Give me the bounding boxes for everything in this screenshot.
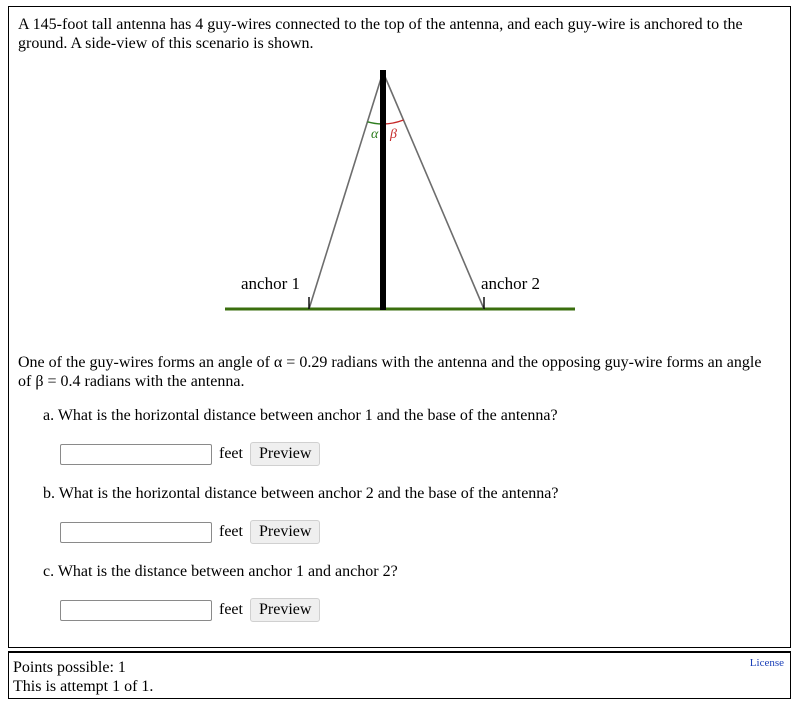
license-link[interactable]: License — [749, 657, 784, 669]
part-b-label: b. What is the horizontal distance between anchor 2 and the base of the antenna? — [43, 485, 559, 502]
guy-wire-2 — [383, 72, 484, 309]
part-a-input[interactable] — [60, 444, 212, 465]
alpha-label: α — [371, 127, 379, 142]
part-b-input[interactable] — [60, 522, 212, 543]
part-c-input[interactable] — [60, 600, 212, 621]
attempt-info: This is attempt 1 of 1. — [13, 678, 154, 695]
part-a-preview-button[interactable]: Preview — [250, 442, 320, 466]
statement-line-1: One of the guy-wires forms an angle of α = 0.29 radians with the antenna and the opposing guy-wire forms an angle — [18, 354, 762, 371]
part-c-label: c. What is the distance between anchor 1 and anchor 2? — [43, 563, 398, 580]
anchor-2-label: anchor 2 — [481, 274, 541, 293]
part-c-preview-button[interactable]: Preview — [250, 598, 320, 622]
part-c-answer-row — [60, 598, 320, 622]
part-a-label: a. What is the horizontal distance between anchor 1 and the base of the antenna? — [43, 407, 558, 424]
beta-label: β — [390, 127, 397, 142]
points-possible: Points possible: 1 — [13, 659, 126, 676]
info-box — [8, 652, 791, 699]
part-b-unit: feet — [219, 523, 243, 540]
question-statement — [18, 353, 783, 391]
beta-arc — [383, 120, 404, 124]
anchor-1-label: anchor 1 — [241, 274, 301, 293]
question-box — [8, 6, 791, 648]
guy-wire-1 — [309, 72, 383, 309]
part-b-preview-button[interactable]: Preview — [250, 520, 320, 544]
antenna-diagram — [9, 7, 792, 347]
question-intro: A 145-foot tall antenna has 4 guy-wires connected to the top of the antenna, and each guy-wire is anchored to the ground. A side-view of this scenario is shown. — [18, 16, 743, 52]
statement-line-2: of β = 0.4 radians with the antenna. — [18, 373, 245, 390]
part-a-answer-row — [60, 442, 320, 466]
part-c-unit: feet — [219, 601, 243, 618]
part-b-answer-row — [60, 520, 320, 544]
part-a-unit: feet — [219, 445, 243, 462]
